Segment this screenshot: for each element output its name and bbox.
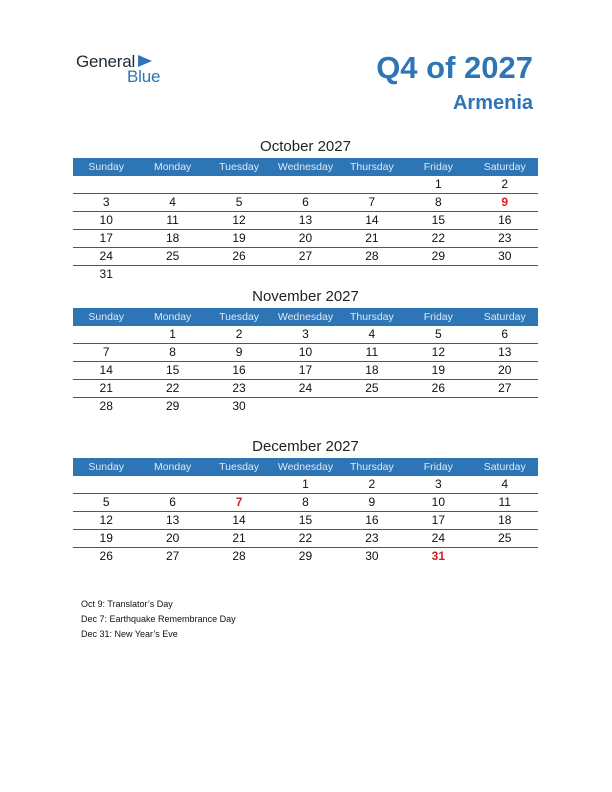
day-cell: 24 bbox=[99, 249, 113, 263]
day-cell: 26 bbox=[99, 549, 113, 563]
day-cell: 23 bbox=[232, 381, 246, 395]
page-title: Q4 of 2027 bbox=[376, 50, 533, 85]
day-cell: 23 bbox=[365, 531, 379, 545]
day-cell: 25 bbox=[165, 249, 180, 263]
weekday-label: Saturday bbox=[483, 461, 526, 473]
weekday-label: Friday bbox=[423, 161, 453, 173]
weekday-label: Thursday bbox=[350, 161, 394, 173]
day-cell: 6 bbox=[501, 327, 509, 341]
day-cell bbox=[472, 266, 538, 283]
weekday-label: Wednesday bbox=[277, 461, 334, 473]
day-cell: 31 bbox=[99, 267, 113, 281]
country-subtitle: Armenia bbox=[452, 92, 533, 114]
day-cell bbox=[206, 266, 272, 283]
week-row bbox=[73, 344, 538, 362]
day-cell: 27 bbox=[498, 381, 512, 395]
day-cell: 22 bbox=[165, 381, 180, 395]
day-cell: 18 bbox=[365, 363, 379, 377]
day-cell: 14 bbox=[99, 363, 113, 377]
day-cell: 27 bbox=[298, 249, 313, 263]
weekday-label: Tuesday bbox=[219, 311, 259, 323]
day-cell: 4 bbox=[501, 477, 509, 491]
week-row bbox=[73, 176, 538, 194]
day-cell: 1 bbox=[169, 327, 176, 341]
week-row bbox=[73, 326, 538, 344]
day-cell: 16 bbox=[365, 513, 379, 527]
day-cell: 10 bbox=[298, 345, 313, 359]
day-cell: 20 bbox=[165, 531, 180, 545]
holiday-note: Dec 7: Earthquake Remembrance Day bbox=[81, 614, 236, 624]
day-cell: 28 bbox=[232, 549, 246, 563]
weekday-label: Sunday bbox=[88, 311, 125, 323]
day-cell: 18 bbox=[498, 513, 512, 527]
day-cell: 11 bbox=[365, 345, 379, 359]
day-cell bbox=[339, 266, 405, 283]
day-cell: 30 bbox=[498, 249, 512, 263]
brand-logo bbox=[76, 52, 186, 92]
week-row bbox=[73, 230, 538, 248]
day-cell: 26 bbox=[232, 249, 246, 263]
day-cell: 14 bbox=[232, 513, 246, 527]
day-cell bbox=[73, 326, 139, 343]
day-cell: 1 bbox=[302, 477, 309, 491]
day-cell: 7 bbox=[102, 345, 110, 359]
week-row bbox=[73, 212, 538, 230]
day-cell: 4 bbox=[368, 327, 376, 341]
month-title: December 2027 bbox=[252, 438, 359, 455]
day-cell: 25 bbox=[498, 531, 512, 545]
day-cell: 18 bbox=[165, 231, 180, 245]
week-row bbox=[73, 530, 538, 548]
day-cell: 6 bbox=[169, 495, 176, 509]
day-cell: 19 bbox=[431, 363, 445, 377]
weekday-label: Monday bbox=[153, 311, 192, 323]
day-cell: 16 bbox=[498, 213, 512, 227]
day-cell: 4 bbox=[169, 195, 176, 209]
day-cell: 28 bbox=[99, 399, 113, 413]
day-cell bbox=[139, 476, 205, 493]
month-title: October 2027 bbox=[260, 138, 351, 155]
day-cell: 27 bbox=[165, 549, 180, 563]
day-cell: 7 bbox=[235, 495, 243, 509]
day-cell: 11 bbox=[498, 495, 511, 509]
day-cell bbox=[272, 266, 338, 283]
logo-flag-icon bbox=[138, 55, 152, 67]
weekday-label: Tuesday bbox=[219, 461, 259, 473]
day-cell: 8 bbox=[169, 345, 176, 359]
day-cell: 10 bbox=[431, 495, 445, 509]
day-cell: 13 bbox=[498, 345, 512, 359]
day-cell: 12 bbox=[232, 213, 246, 227]
day-cell: 12 bbox=[99, 513, 113, 527]
day-cell: 19 bbox=[232, 231, 246, 245]
day-cell bbox=[272, 398, 338, 415]
holiday-note: Oct 9: Translator’s Day bbox=[81, 599, 173, 609]
weekday-header-row bbox=[73, 308, 538, 326]
day-cell: 10 bbox=[99, 213, 113, 227]
day-cell: 17 bbox=[431, 513, 445, 527]
week-row bbox=[73, 248, 538, 266]
day-cell: 29 bbox=[431, 249, 445, 263]
day-cell: 1 bbox=[434, 177, 442, 191]
day-cell: 21 bbox=[232, 531, 246, 545]
weekday-label: Monday bbox=[153, 161, 192, 173]
day-cell: 12 bbox=[431, 345, 445, 359]
day-cell: 15 bbox=[165, 363, 180, 377]
weekday-header-row bbox=[73, 158, 538, 176]
day-cell: 24 bbox=[431, 531, 445, 545]
day-cell: 20 bbox=[498, 363, 512, 377]
day-cell: 29 bbox=[298, 549, 313, 563]
day-cell: 28 bbox=[365, 249, 379, 263]
month-title: November 2027 bbox=[252, 288, 359, 305]
weekday-label: Sunday bbox=[88, 161, 125, 173]
day-cell: 25 bbox=[365, 381, 379, 395]
weekday-label: Thursday bbox=[350, 461, 394, 473]
weekday-header-row bbox=[73, 458, 538, 476]
day-cell: 23 bbox=[498, 231, 512, 245]
day-cell bbox=[472, 398, 538, 415]
day-cell: 31 bbox=[431, 549, 445, 563]
weekday-label: Friday bbox=[423, 461, 453, 473]
day-cell: 2 bbox=[235, 327, 243, 341]
weekday-label: Tuesday bbox=[219, 161, 259, 173]
weekday-label: Saturday bbox=[483, 161, 526, 173]
day-cell: 9 bbox=[235, 345, 243, 359]
calendar-october bbox=[73, 137, 538, 283]
day-cell: 11 bbox=[166, 213, 179, 227]
holiday-note: Dec 31: New Year’s Eve bbox=[81, 629, 178, 639]
day-cell: 30 bbox=[232, 399, 246, 413]
day-cell bbox=[73, 476, 139, 493]
weekday-label: Friday bbox=[423, 311, 453, 323]
day-cell: 15 bbox=[298, 513, 313, 527]
weekday-label: Sunday bbox=[88, 461, 125, 473]
week-row bbox=[73, 494, 538, 512]
day-cell: 14 bbox=[365, 213, 379, 227]
day-cell: 2 bbox=[501, 177, 509, 191]
day-cell: 21 bbox=[365, 231, 379, 245]
calendar-november bbox=[73, 287, 538, 415]
day-cell: 7 bbox=[368, 195, 376, 209]
day-cell: 5 bbox=[102, 495, 110, 509]
week-row bbox=[73, 194, 538, 212]
day-cell: 20 bbox=[298, 231, 313, 245]
day-cell bbox=[405, 398, 471, 415]
day-cell: 26 bbox=[431, 381, 445, 395]
day-cell: 3 bbox=[302, 327, 309, 341]
day-cell: 8 bbox=[302, 495, 309, 509]
week-row bbox=[73, 512, 538, 530]
weekday-label: Wednesday bbox=[277, 161, 334, 173]
day-cell: 19 bbox=[99, 531, 113, 545]
day-cell bbox=[139, 176, 205, 193]
day-cell: 13 bbox=[165, 513, 180, 527]
day-cell bbox=[73, 176, 139, 193]
weekday-label: Thursday bbox=[350, 311, 394, 323]
day-cell: 21 bbox=[99, 381, 113, 395]
weekday-label: Saturday bbox=[483, 311, 526, 323]
logo-word-blue: Blue bbox=[127, 67, 161, 86]
day-cell: 15 bbox=[431, 213, 445, 227]
day-cell: 17 bbox=[298, 363, 313, 377]
week-row bbox=[73, 266, 538, 283]
weekday-label: Wednesday bbox=[277, 311, 334, 323]
day-cell: 9 bbox=[501, 195, 509, 209]
day-cell: 5 bbox=[434, 327, 442, 341]
day-cell bbox=[339, 176, 405, 193]
day-cell: 8 bbox=[434, 195, 442, 209]
day-cell: 22 bbox=[298, 531, 313, 545]
day-cell: 30 bbox=[365, 549, 379, 563]
day-cell bbox=[206, 476, 272, 493]
week-row bbox=[73, 398, 538, 415]
day-cell bbox=[272, 176, 338, 193]
week-row bbox=[73, 548, 538, 565]
day-cell: 6 bbox=[302, 195, 309, 209]
day-cell bbox=[339, 398, 405, 415]
day-cell: 17 bbox=[99, 231, 113, 245]
day-cell bbox=[405, 266, 471, 283]
day-cell: 3 bbox=[102, 195, 110, 209]
day-cell: 5 bbox=[235, 195, 243, 209]
day-cell: 2 bbox=[368, 477, 376, 491]
day-cell: 3 bbox=[434, 477, 442, 491]
day-cell: 29 bbox=[165, 399, 180, 413]
calendar-december bbox=[73, 437, 538, 565]
logo-word-general: General bbox=[76, 52, 136, 71]
weekday-label: Monday bbox=[153, 461, 192, 473]
day-cell bbox=[139, 266, 205, 283]
day-cell: 22 bbox=[431, 231, 445, 245]
day-cell: 24 bbox=[298, 381, 313, 395]
day-cell: 9 bbox=[368, 495, 376, 509]
day-cell bbox=[206, 176, 272, 193]
day-cell bbox=[472, 548, 538, 565]
day-cell: 13 bbox=[298, 213, 313, 227]
week-row bbox=[73, 380, 538, 398]
holiday-notes bbox=[81, 597, 236, 642]
week-row bbox=[73, 476, 538, 494]
week-row bbox=[73, 362, 538, 380]
day-cell: 16 bbox=[232, 363, 246, 377]
